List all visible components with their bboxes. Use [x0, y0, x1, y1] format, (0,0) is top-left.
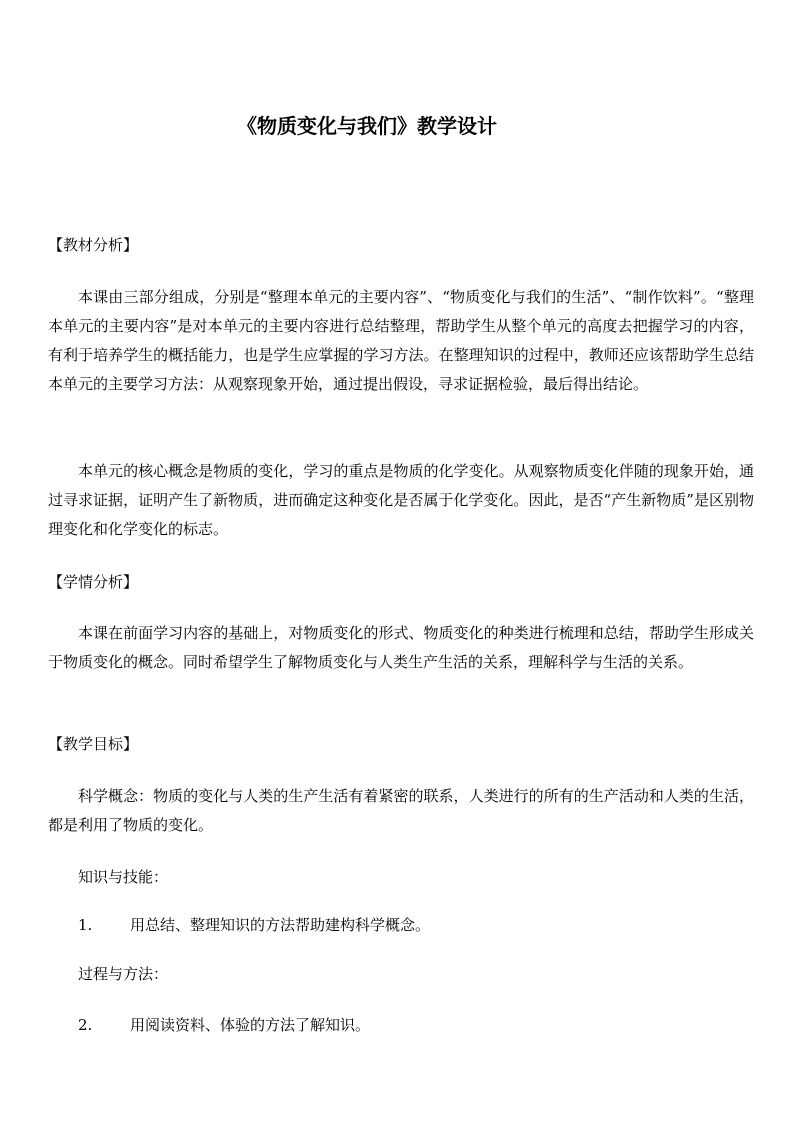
goal-item-1-text: 用总结、整理知识的方法帮助建构科学概念。 — [130, 916, 431, 934]
section-heading-textbook-analysis: 【教材分析】 — [48, 236, 139, 254]
section-heading-learner-analysis: 【学情分析】 — [48, 573, 139, 591]
goal-item-2-text: 用阅读资料、体验的方法了解知识。 — [130, 1016, 371, 1034]
section-heading-teaching-goals: 【教学目标】 — [48, 735, 139, 753]
goal-item-2-number: 2. — [78, 1016, 93, 1034]
paragraph-learner-analysis: 本课在前面学习内容的基础上，对物质变化的形式、物质变化的种类进行梳理和总结，帮助学生形成关于物质变化的概念。同时希望学生了解物质变化与人类生产生活的关系，理解科学与生活的关系。 — [48, 624, 754, 671]
knowledge-skills-label: 知识与技能： — [78, 868, 169, 886]
goal-item-2 — [78, 1014, 370, 1036]
paragraph-science-concept: 科学概念：物质的变化与人类的生产生活有着紧密的联系，人类进行的所有的生产活动和人类的生活，都是利用了物质的变化。 — [48, 787, 754, 834]
process-methods-label: 过程与方法： — [78, 965, 169, 983]
paragraph-textbook-analysis-1: 本课由三部分组成，分别是“整理本单元的主要内容”、“物质变化与我们的生活”、“制作饮料”。“整理本单元的主要内容”是对本单元的主要内容进行总结整理，帮助学生从整个单元的高度去把握学习的内容，有利于培养学生的概括能力，也是学生应掌握的学习方法。在整理知识的过程中，教师还应该帮助学生总结本单元的主要学习方法：从观察现象开始，通过提出假设，寻求证据检验，最后得出结论。 — [48, 288, 754, 393]
goal-item-1 — [78, 914, 430, 936]
document-title: 《物质变化与我们》教学设计 — [237, 114, 497, 138]
goal-item-1-number: 1. — [78, 916, 93, 934]
paragraph-textbook-analysis-2: 本单元的核心概念是物质的变化，学习的重点是物质的化学变化。从观察物质变化伴随的现象开始，通过寻求证据，证明产生了新物质，进而确定这种变化是否属于化学变化。因此，是否“产生新物质”是区别物理变化和化学变化的标志。 — [48, 462, 754, 538]
